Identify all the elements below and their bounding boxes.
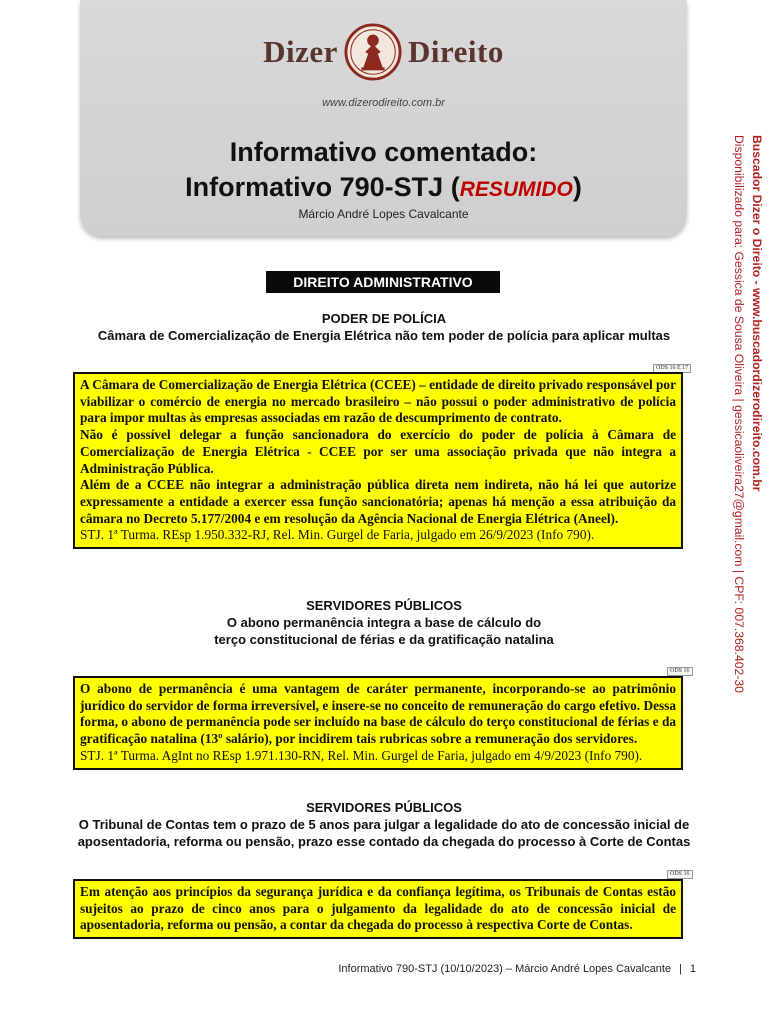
topic-heading-line: O Tribunal de Contas tem o prazo de 5 anos para julgar a legalidade do ato de concessão inicial de	[78, 817, 690, 832]
summary-paragraph: Não é possível delegar a função sancionadora do exercício do poder de polícia à Câmara de Comercialização de Energia Elétrica - CCEE por ser uma associação privada que não integra a Administração Pública.	[80, 427, 676, 476]
topic-heading	[40, 310, 728, 344]
site-url: www.dizerodireito.com.br	[322, 97, 445, 109]
topic-heading-line: terço constitucional de férias e da gratificação natalina	[214, 632, 554, 647]
page-number: 1	[689, 963, 696, 975]
subtitle-suffix: )	[572, 172, 582, 202]
topic-heading-line: O abono permanência integra a base de cálculo do	[226, 615, 542, 630]
resumido-label: RESUMIDO	[459, 178, 573, 201]
summary-box	[73, 676, 683, 770]
case-citation: STJ. 1ª Turma. AgInt no REsp 1.971.130-RN, Rel. Min. Gurgel de Faria, julgado em 4/9/2023 (Info 790).	[80, 747, 643, 763]
summary-paragraph: Além de a CCEE não integrar a administração pública direta nem indireta, não há lei que autorize expressamente a entidade a exercer essa função sancionatória; apenas há menção a essa atribuição da câmara no Decreto 5.177/2004 e em resolução da Agência Nacional de Energia Elétrica (Aneel).	[80, 477, 676, 526]
topic-label: SERVIDORES PÚBLICOS	[306, 800, 462, 815]
dizer-direito-logo	[80, 22, 687, 82]
side-watermark	[726, 135, 766, 695]
summary-box	[73, 372, 683, 549]
side-licensee-info: Disponibilizado para: Gessica de Sousa Oliveira | gessicaoliveira27@gmail.com | CPF: 007.368.402-30	[732, 135, 746, 693]
page-footer: Informativo 790-STJ (10/10/2023) – Márcio André Lopes Cavalcante | 1	[338, 963, 696, 975]
logo-word-right: Direito	[407, 34, 504, 69]
topic-heading	[40, 597, 728, 648]
footer-text: Informativo 790-STJ (10/10/2023) – Márcio André Lopes Cavalcante	[338, 963, 672, 975]
summary-paragraph: Em atenção aos princípios da segurança jurídica e da confiança legítima, os Tribunais de Contas estão sujeitos ao prazo de cinco anos para o julgamento da legalidade do ato de concessão inicial de aposentadoria, reforma ou pensão, a contar da chegada do processo à respectiva Corte de Contas.	[80, 884, 676, 933]
subtitle-prefix: Informativo 790-STJ (	[185, 172, 460, 202]
ods-badge: ODS 16	[667, 667, 693, 676]
side-buscador-link[interactable]: Buscador Dizer o Direito - www.buscadordizerodireito.com.br	[750, 135, 764, 492]
document-header	[80, 0, 687, 236]
summary-paragraph: O abono de permanência é uma vantagem de caráter permanente, incorporando-se ao patrimônio jurídico do servidor de forma irreversível, e insere-se no conceito de remuneração do cargo efetivo. Dessa forma, o abono de permanência pode ser incluído na base de cálculo do terço constitucional de férias e da gratificação natalina (13º salário), por incidirem tais rubricas sobre a remuneração dos servidores.	[80, 681, 676, 747]
topic-heading	[40, 799, 728, 850]
topic-label: PODER DE POLÍCIA	[321, 311, 447, 326]
case-citation: STJ. 1ª Turma. REsp 1.950.332-RJ, Rel. Min. Gurgel de Faria, julgado em 26/9/2023 (Info 790).	[80, 527, 595, 543]
topic-heading-line: Câmara de Comercialização de Energia Elétrica não tem poder de polícia para aplicar multas	[97, 328, 671, 343]
ods-badge: ODS 16	[667, 870, 693, 879]
summary-box	[73, 879, 683, 939]
section-title: DIREITO ADMINISTRATIVO	[266, 271, 500, 293]
page-title: Informativo comentado:	[229, 137, 538, 167]
ods-badge: ODS 16 E 17	[653, 364, 691, 373]
logo-word-left: Dizer	[263, 34, 338, 69]
author-name: Márcio André Lopes Cavalcante	[298, 207, 469, 221]
summary-paragraph: A Câmara de Comercialização de Energia Elétrica (CCEE) – entidade de direito privado responsável por viabilizar o comércio de energia no mercado brasileiro – não possui o poder administrativo de polícia para impor multas às empresas associadas em razão de descumprimento de contrato.	[80, 377, 676, 426]
justice-statue-icon	[344, 23, 402, 81]
topic-heading-line: aposentadoria, reforma ou pensão, prazo esse contado da chegada do processo à Corte de Contas	[77, 834, 691, 849]
topic-label: SERVIDORES PÚBLICOS	[306, 598, 462, 613]
page-subtitle	[80, 172, 687, 203]
